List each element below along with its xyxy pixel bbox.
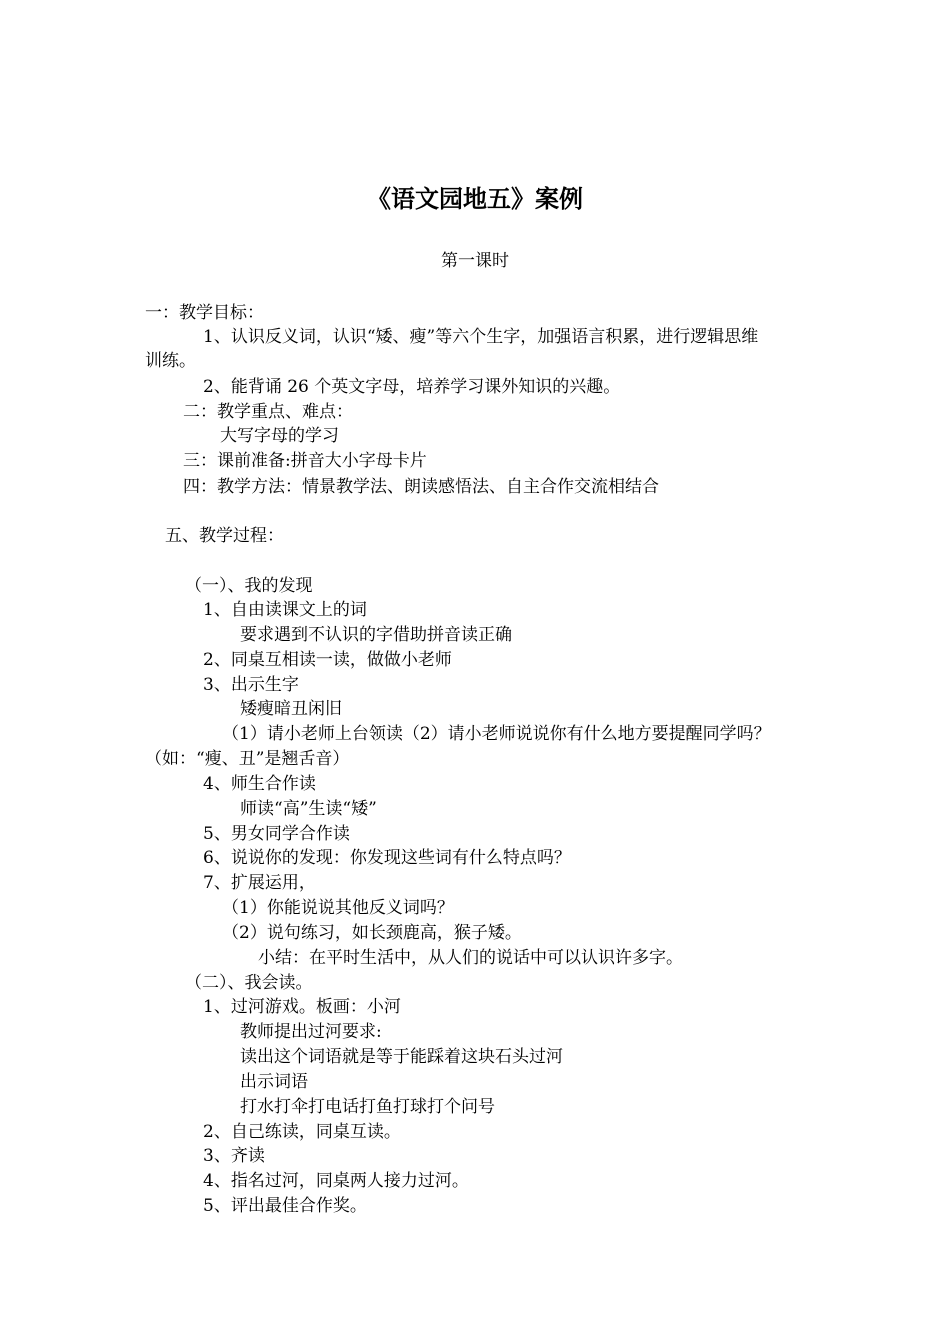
list-item-note-continued: （如：“瘦、丑”是翘舌音） <box>145 749 350 769</box>
list-item: 1、自由读课文上的词 <box>203 600 367 620</box>
summary-note: 小结：在平时生活中，从人们的说话中可以认识许多字。 <box>258 948 683 968</box>
subsection-heading-reading: （二）、我会读。 <box>185 973 313 993</box>
section-heading-key-points: 二：教学重点、难点： <box>183 402 353 422</box>
section-heading-preparation: 三：课前准备:拼音大小字母卡片 <box>183 451 427 471</box>
list-item: 2、同桌互相读一读，做做小老师 <box>203 650 452 670</box>
list-item: 3、出示生字 <box>203 675 299 695</box>
key-point-item: 大写字母的学习 <box>220 426 339 446</box>
list-item: 4、师生合作读 <box>203 774 316 794</box>
list-item: 2、自己练读，同桌互读。 <box>203 1122 401 1142</box>
document-title: 《语文园地五》案例 <box>367 185 583 213</box>
section-heading-process: 五、教学过程： <box>165 526 284 546</box>
objective-item-1-continued: 训练。 <box>145 351 196 371</box>
objective-item-1: 1、认识反义词，认识“矮、瘦”等六个生字，加强语言积累，进行逻辑思维 <box>203 327 759 347</box>
sub-list-item: （2）说句练习，如长颈鹿高，猴子矮。 <box>222 923 522 943</box>
list-item: 4、指名过河，同桌两人接力过河。 <box>203 1171 469 1191</box>
list-item: 6、说说你的发现：你发现这些词有什么特点吗？ <box>203 848 571 868</box>
list-item: 5、评出最佳合作奖。 <box>203 1196 367 1216</box>
new-characters: 矮瘦暗丑闲旧 <box>240 699 342 719</box>
word-list: 打水打伞打电话打鱼打球打个问号 <box>240 1097 495 1117</box>
list-item: 1、过河游戏。板画：小河 <box>203 997 401 1017</box>
list-item: 5、男女同学合作读 <box>203 824 350 844</box>
list-item-note: 师读“高”生读“矮” <box>240 799 377 819</box>
objective-item-2: 2、能背诵 26 个英文字母，培养学习课外知识的兴趣。 <box>203 377 621 397</box>
subsection-heading-discovery: （一）、我的发现 <box>185 576 313 596</box>
list-item-note: 要求遇到不认识的字借助拼音读正确 <box>240 625 512 645</box>
list-item-note: 教师提出过河要求: <box>240 1022 382 1042</box>
list-item-note: （1）请小老师上台领读（2）请小老师说说你有什么地方要提醒同学吗？ <box>222 724 771 744</box>
section-heading-objectives: 一：教学目标： <box>145 303 264 323</box>
section-heading-methods: 四：教学方法：情景教学法、朗读感悟法、自主合作交流相结合 <box>183 477 659 497</box>
sub-list-item: （1）你能说说其他反义词吗？ <box>222 898 454 918</box>
list-item: 7、扩展运用， <box>203 873 316 893</box>
list-item-note: 读出这个词语就是等于能踩着这块石头过河 <box>240 1047 563 1067</box>
list-item: 3、齐读 <box>203 1146 265 1166</box>
lesson-subtitle: 第一课时 <box>441 251 509 271</box>
list-item-note: 出示词语 <box>240 1072 308 1092</box>
